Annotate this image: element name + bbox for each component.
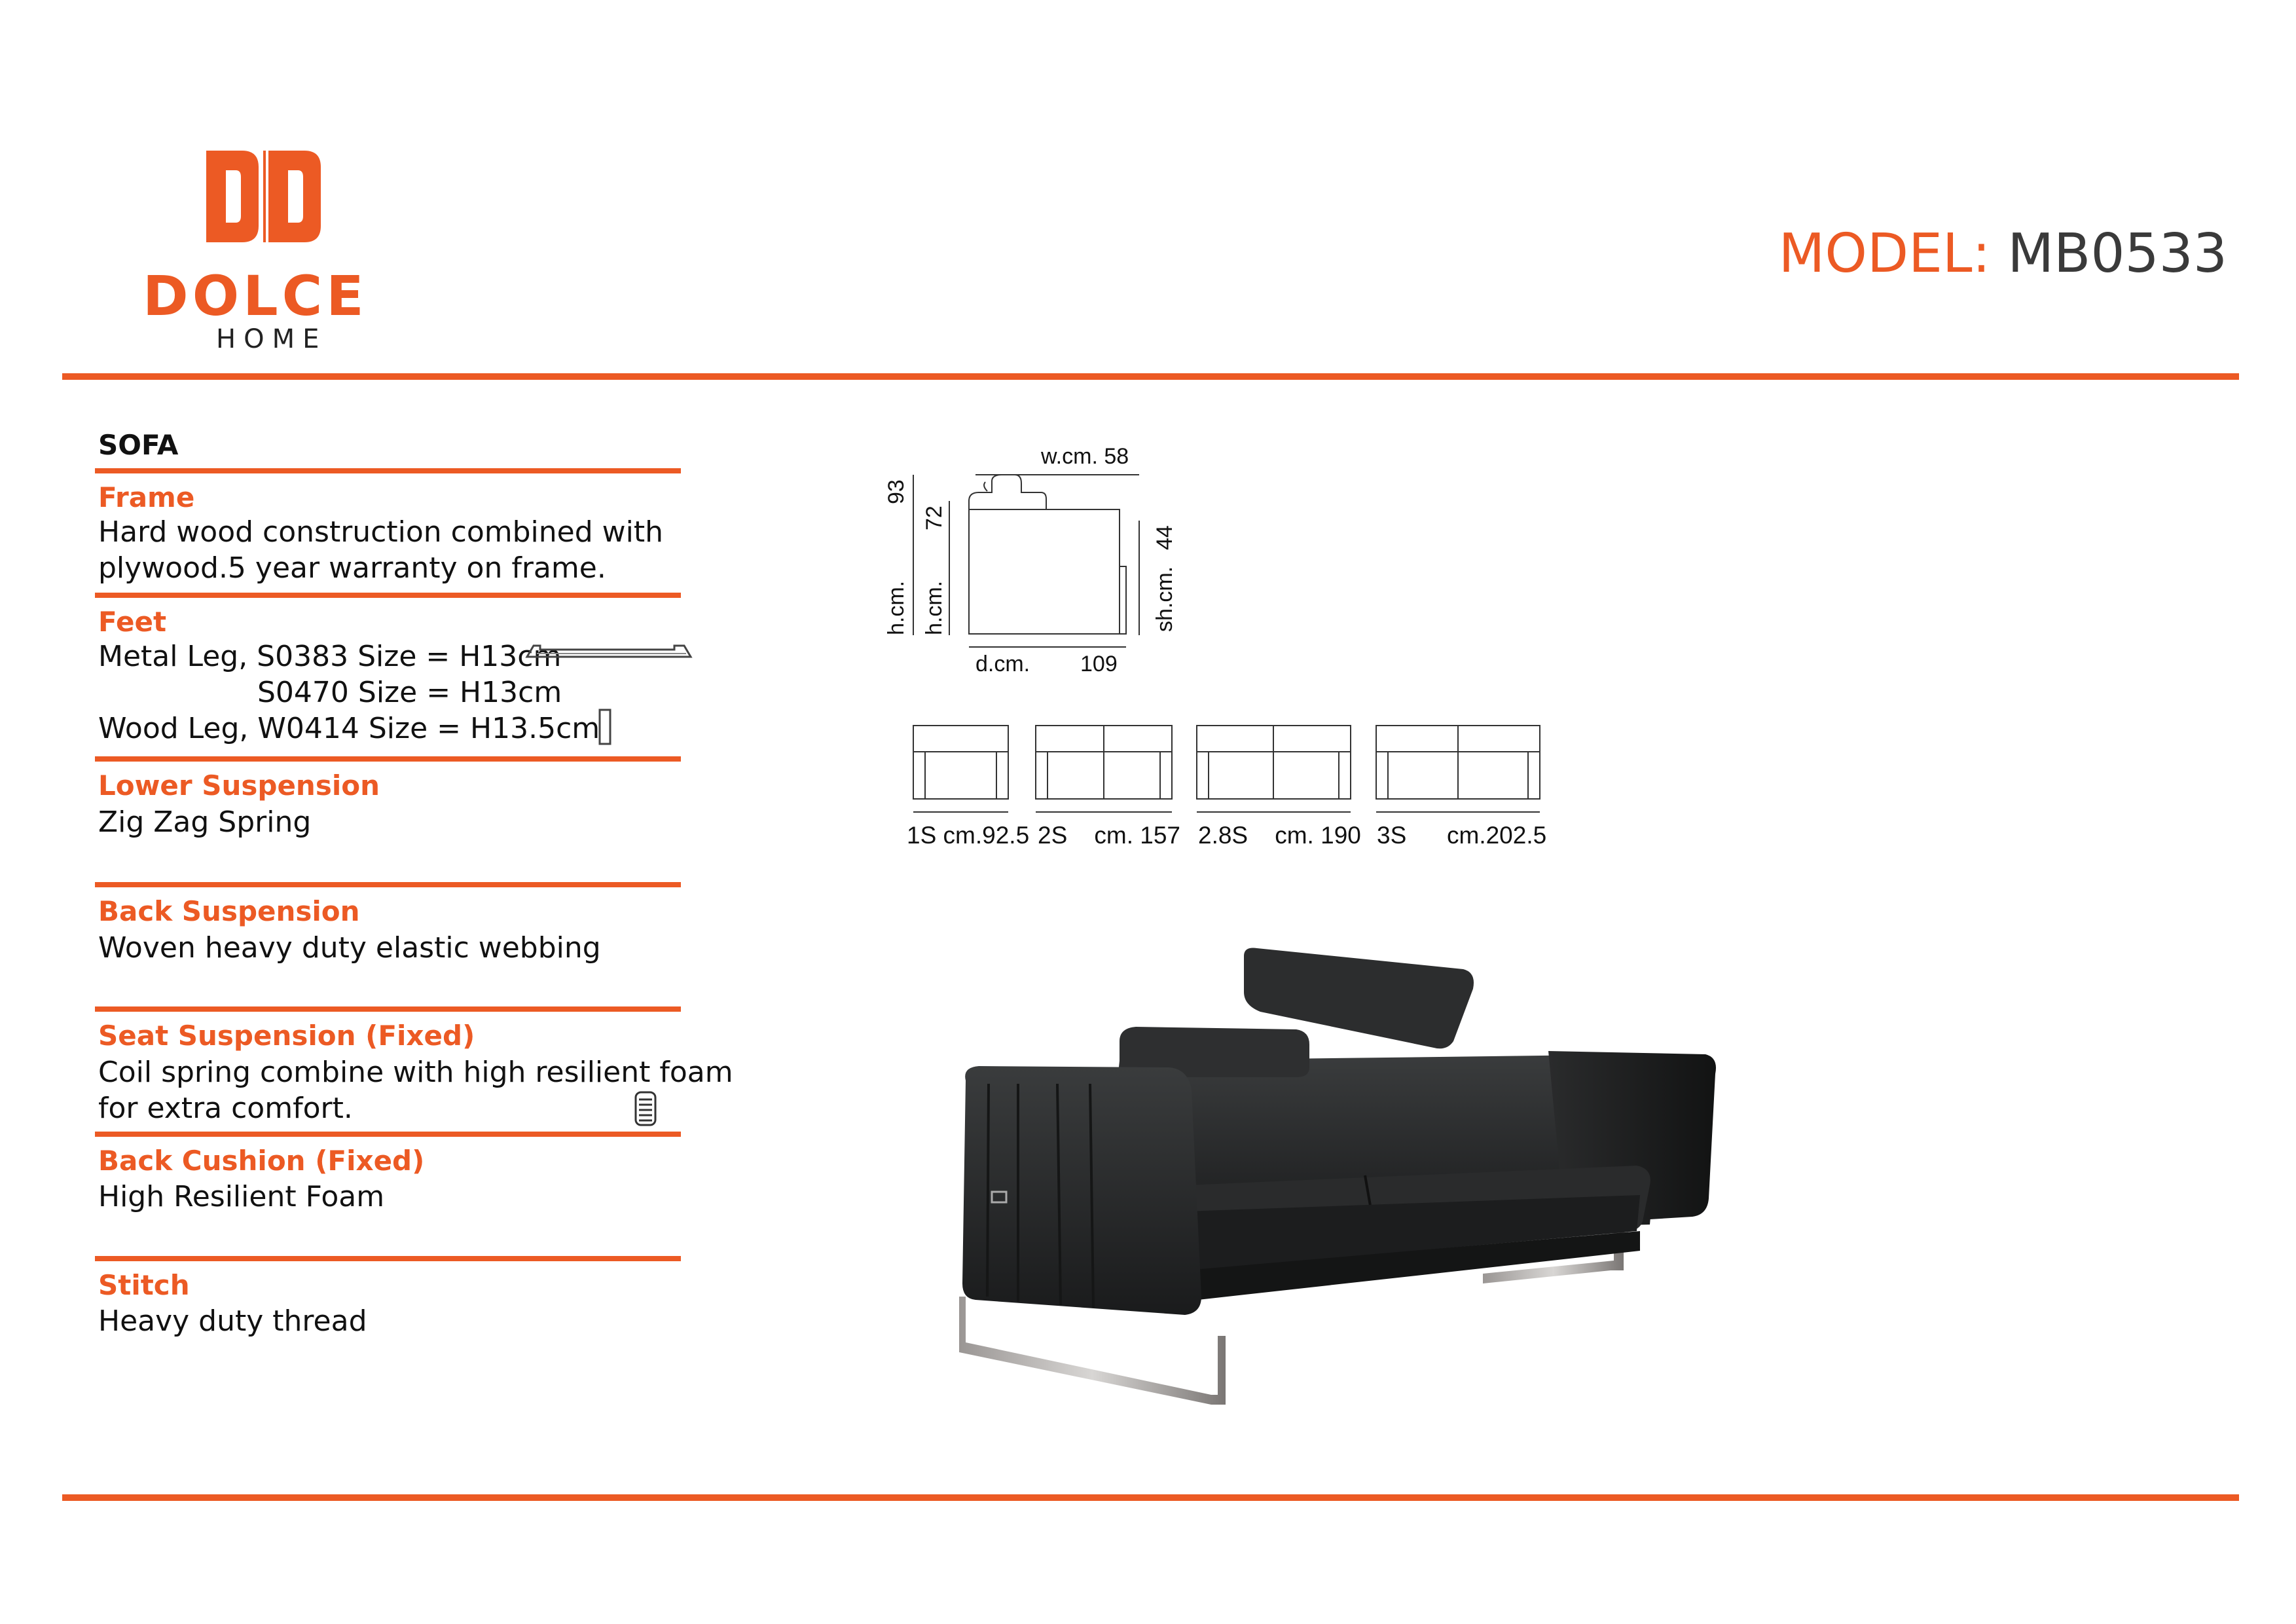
category-title: SOFA [98, 429, 179, 461]
section-text: S0470 Size = H13cm [257, 676, 562, 709]
size-variant-drawings [907, 720, 1561, 819]
section-title-seat-suspension: Seat Suspension (Fixed) [98, 1020, 475, 1052]
section-title-stitch: Stitch [98, 1269, 190, 1301]
dimension-diagram [871, 439, 1198, 688]
section-text: Metal Leg, S0383 Size = H13cm [98, 640, 562, 673]
section-rule [95, 756, 681, 762]
seat-height-label: sh.cm. [1152, 566, 1177, 632]
section-text: Wood Leg, W0414 Size = H13.5cm [98, 712, 600, 745]
section-title-back-suspension: Back Suspension [98, 895, 360, 927]
section-title-lower-suspension: Lower Suspension [98, 769, 380, 802]
size-label-3s: 3S [1377, 822, 1407, 849]
size-label-2-8s: 2.8S cm. 190 [1198, 822, 1361, 849]
side-profile-drawing [871, 439, 1198, 688]
section-text: for extra comfort. [98, 1092, 353, 1125]
brand-sub: HOME [216, 324, 327, 354]
size-label-2s: 2S cm. 157 [1038, 822, 1180, 849]
model-label: MODEL: [1778, 223, 1991, 285]
section-title-feet: Feet [98, 606, 167, 638]
section-text: High Resilient Foam [98, 1180, 385, 1213]
section-text: Zig Zag Spring [98, 805, 312, 839]
coil-spring-icon [634, 1090, 657, 1127]
height-total-label: h.cm. [884, 580, 909, 635]
seat-height-value: 44 [1152, 525, 1177, 550]
section-rule [95, 1006, 681, 1012]
section-title-frame: Frame [98, 481, 195, 513]
depth-value: 109 [1080, 652, 1118, 676]
sofa-photo [903, 943, 1735, 1421]
section-text: Woven heavy duty elastic webbing [98, 931, 601, 965]
height-total-value: 93 [884, 479, 909, 504]
section-rule [95, 468, 681, 473]
section-text: Coil spring combine with high resilient foam [98, 1056, 733, 1089]
size-value-3s: cm.202.5 [1447, 822, 1547, 849]
section-rule [95, 1256, 681, 1261]
brand-logo [137, 147, 393, 357]
section-title-back-cushion: Back Cushion (Fixed) [98, 1145, 425, 1177]
section-rule [95, 882, 681, 887]
model-heading [1779, 223, 2227, 285]
bottom-divider [62, 1494, 2239, 1501]
height-arm-value: 72 [922, 506, 947, 530]
logo-mark-icon [203, 147, 327, 246]
size-label-1s: 1S cm.92.5 [907, 822, 1030, 849]
width-label: w.cm. 58 [1041, 444, 1129, 469]
section-text: plywood.5 year warranty on frame. [98, 551, 606, 585]
section-text: Hard wood construction combined with [98, 515, 663, 549]
depth-label: d.cm. [975, 652, 1030, 676]
wood-leg-icon [598, 707, 612, 747]
section-text: Heavy duty thread [98, 1304, 367, 1338]
model-value: MB0533 [2007, 223, 2227, 285]
section-rule [95, 1132, 681, 1137]
top-divider [62, 373, 2239, 380]
height-arm-label: h.cm. [922, 580, 947, 635]
section-rule [95, 593, 681, 598]
metal-leg-icon [524, 640, 694, 667]
size-variants [907, 720, 1561, 851]
brand-name: DOLCE [143, 264, 368, 328]
